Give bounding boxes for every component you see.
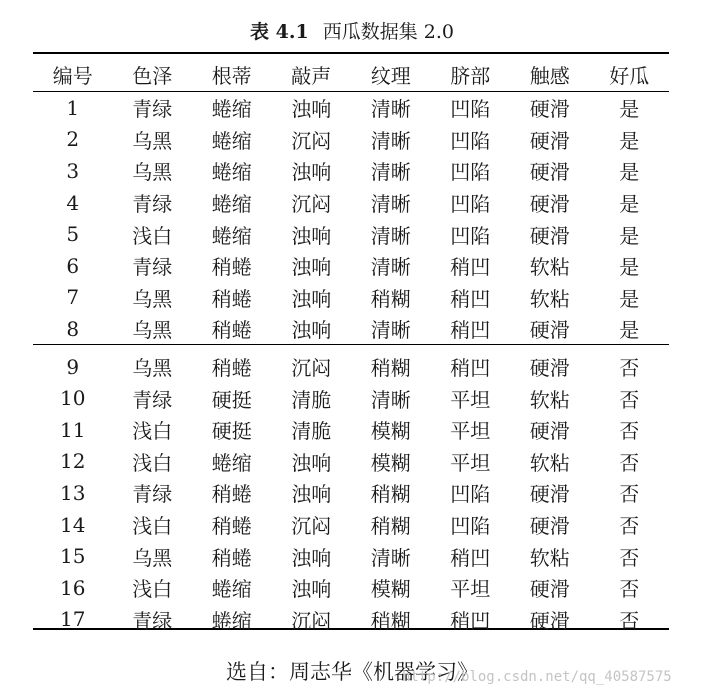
column-header: 纹理 bbox=[370, 64, 411, 88]
table-cell: 稍糊 bbox=[370, 356, 411, 381]
watermelon-dataset-table bbox=[33, 57, 669, 635]
table-cell: 模糊 bbox=[370, 419, 411, 444]
table-cell: 浅白 bbox=[132, 223, 173, 248]
table-row bbox=[33, 540, 669, 572]
table-cell: 14 bbox=[60, 512, 86, 537]
column-header: 脐部 bbox=[450, 64, 491, 88]
table-cell: 沉闷 bbox=[291, 192, 332, 217]
table-cell: 软粘 bbox=[529, 255, 570, 280]
table-cell: 平坦 bbox=[450, 577, 491, 602]
column-header: 色泽 bbox=[132, 64, 173, 88]
table-row bbox=[33, 345, 669, 383]
table-cell: 是 bbox=[619, 192, 640, 217]
column-header: 触感 bbox=[529, 64, 570, 88]
table-cell: 蜷缩 bbox=[211, 128, 252, 153]
table-cell: 稍糊 bbox=[370, 482, 411, 507]
table-row bbox=[33, 92, 669, 124]
table-cell: 蜷缩 bbox=[211, 97, 252, 122]
table-cell: 硬滑 bbox=[529, 318, 570, 343]
table-cell: 浅白 bbox=[132, 577, 173, 602]
table-cell: 蜷缩 bbox=[211, 160, 252, 185]
table-cell: 青绿 bbox=[132, 482, 173, 507]
table-cell: 3 bbox=[66, 158, 80, 183]
table-cell: 沉闷 bbox=[291, 356, 332, 381]
table-cell: 稍凹 bbox=[450, 318, 491, 343]
table-cell: 乌黑 bbox=[132, 286, 173, 311]
table-row bbox=[33, 155, 669, 187]
table-cell: 蜷缩 bbox=[211, 608, 252, 633]
table-cell: 稍糊 bbox=[370, 608, 411, 633]
table-cell: 否 bbox=[619, 450, 640, 475]
table-cell: 否 bbox=[619, 608, 640, 633]
table-cell: 是 bbox=[619, 255, 640, 280]
table-cell: 青绿 bbox=[132, 192, 173, 217]
table-cell: 否 bbox=[619, 482, 640, 507]
table-cell: 乌黑 bbox=[132, 160, 173, 185]
table-cell: 否 bbox=[619, 514, 640, 539]
table-title bbox=[0, 17, 704, 44]
table-row bbox=[33, 604, 669, 636]
table-cell: 清晰 bbox=[370, 97, 411, 122]
table-row bbox=[33, 382, 669, 414]
table-cell: 稍凹 bbox=[450, 608, 491, 633]
table-cell: 硬滑 bbox=[529, 577, 570, 602]
watermark-url: http://blog.csdn.net/qq_40587575 bbox=[402, 669, 672, 685]
table-cell: 浊响 bbox=[291, 450, 332, 475]
table-cell: 清脆 bbox=[291, 419, 332, 444]
table-cell: 8 bbox=[66, 316, 80, 341]
table-cell: 5 bbox=[66, 222, 80, 247]
table-cell: 15 bbox=[60, 544, 86, 569]
table-cell: 凹陷 bbox=[450, 97, 491, 122]
table-cell: 稍蜷 bbox=[211, 255, 252, 280]
table-cell: 浊响 bbox=[291, 482, 332, 507]
table-cell: 2 bbox=[66, 127, 80, 152]
table-cell: 10 bbox=[60, 386, 86, 411]
table-cell: 软粘 bbox=[529, 450, 570, 475]
table-row bbox=[33, 124, 669, 156]
table-row bbox=[33, 509, 669, 541]
table-cell: 青绿 bbox=[132, 97, 173, 122]
table-cell: 凹陷 bbox=[450, 482, 491, 507]
table-cell: 13 bbox=[60, 480, 86, 505]
table-cell: 浅白 bbox=[132, 514, 173, 539]
table-cell: 稍蜷 bbox=[211, 514, 252, 539]
table-cell: 清脆 bbox=[291, 387, 332, 412]
column-header: 敲声 bbox=[291, 64, 332, 88]
column-header: 编号 bbox=[52, 64, 93, 88]
table-cell: 6 bbox=[66, 253, 80, 278]
table-cell: 稍凹 bbox=[450, 545, 491, 570]
table-cell: 清晰 bbox=[370, 128, 411, 153]
table-cell: 浊响 bbox=[291, 160, 332, 185]
table-cell: 平坦 bbox=[450, 419, 491, 444]
table-row bbox=[33, 313, 669, 345]
table-cell: 稍蜷 bbox=[211, 356, 252, 381]
table-cell: 模糊 bbox=[370, 450, 411, 475]
table-cell: 稍蜷 bbox=[211, 482, 252, 507]
table-cell: 乌黑 bbox=[132, 318, 173, 343]
table-cell: 否 bbox=[619, 356, 640, 381]
table-cell: 是 bbox=[619, 223, 640, 248]
table-cell: 11 bbox=[60, 417, 86, 442]
table-cell: 软粘 bbox=[529, 545, 570, 570]
table-cell: 沉闷 bbox=[291, 608, 332, 633]
table-cell: 蜷缩 bbox=[211, 192, 252, 217]
table-row bbox=[33, 187, 669, 219]
table-cell: 模糊 bbox=[370, 577, 411, 602]
table-cell: 稍凹 bbox=[450, 255, 491, 280]
table-cell: 硬滑 bbox=[529, 128, 570, 153]
table-cell: 平坦 bbox=[450, 387, 491, 412]
table-cell: 否 bbox=[619, 545, 640, 570]
table-cell: 乌黑 bbox=[132, 545, 173, 570]
table-cell: 清晰 bbox=[370, 192, 411, 217]
table-cell: 蜷缩 bbox=[211, 450, 252, 475]
source-citation: 选自：周志华《机器学习》 bbox=[226, 660, 478, 684]
table-row bbox=[33, 282, 669, 314]
table-cell: 清晰 bbox=[370, 318, 411, 343]
table-cell: 硬滑 bbox=[529, 482, 570, 507]
table-cell: 硬滑 bbox=[529, 160, 570, 185]
table-cell: 硬滑 bbox=[529, 356, 570, 381]
column-header: 根蒂 bbox=[211, 64, 252, 88]
table-cell: 16 bbox=[60, 575, 86, 600]
table-cell: 清晰 bbox=[370, 223, 411, 248]
table-row bbox=[33, 572, 669, 604]
table-cell: 稍蜷 bbox=[211, 318, 252, 343]
table-cell: 是 bbox=[619, 97, 640, 122]
table-caption: 西瓜数据集 2.0 bbox=[322, 21, 454, 43]
table-cell: 青绿 bbox=[132, 608, 173, 633]
table-cell: 沉闷 bbox=[291, 514, 332, 539]
table-cell: 7 bbox=[66, 285, 80, 310]
table-row bbox=[33, 250, 669, 282]
table-cell: 蜷缩 bbox=[211, 577, 252, 602]
table-cell: 浊响 bbox=[291, 97, 332, 122]
table-cell: 浊响 bbox=[291, 223, 332, 248]
table-cell: 稍糊 bbox=[370, 514, 411, 539]
table-cell: 硬滑 bbox=[529, 223, 570, 248]
table-cell: 清晰 bbox=[370, 387, 411, 412]
table-cell: 稍凹 bbox=[450, 356, 491, 381]
header-row bbox=[33, 57, 669, 92]
table-cell: 是 bbox=[619, 318, 640, 343]
table-cell: 硬滑 bbox=[529, 608, 570, 633]
table-cell: 稍蜷 bbox=[211, 286, 252, 311]
table-cell: 是 bbox=[619, 160, 640, 185]
table-cell: 蜷缩 bbox=[211, 223, 252, 248]
negative-samples-group bbox=[33, 345, 669, 635]
table-cell: 硬挺 bbox=[211, 387, 252, 412]
table-cell: 凹陷 bbox=[450, 514, 491, 539]
table-cell: 软粘 bbox=[529, 286, 570, 311]
table-cell: 硬滑 bbox=[529, 97, 570, 122]
column-header: 好瓜 bbox=[609, 64, 650, 88]
table-cell: 清晰 bbox=[370, 255, 411, 280]
table-cell: 17 bbox=[60, 607, 86, 632]
table-cell: 浊响 bbox=[291, 255, 332, 280]
top-rule bbox=[33, 52, 669, 54]
table-cell: 稍糊 bbox=[370, 286, 411, 311]
table-cell: 硬挺 bbox=[211, 419, 252, 444]
table-cell: 稍凹 bbox=[450, 286, 491, 311]
table-cell: 否 bbox=[619, 419, 640, 444]
table-row bbox=[33, 218, 669, 250]
table-cell: 浊响 bbox=[291, 286, 332, 311]
table-cell: 浅白 bbox=[132, 450, 173, 475]
positive-samples-group bbox=[33, 92, 669, 345]
table-cell: 清晰 bbox=[370, 160, 411, 185]
table-cell: 凹陷 bbox=[450, 192, 491, 217]
table-cell: 是 bbox=[619, 286, 640, 311]
table-number: 表 4.1 bbox=[250, 21, 309, 43]
table-cell: 软粘 bbox=[529, 387, 570, 412]
table-cell: 12 bbox=[60, 449, 86, 474]
table-cell: 平坦 bbox=[450, 450, 491, 475]
table-cell: 青绿 bbox=[132, 387, 173, 412]
table-row bbox=[33, 414, 669, 446]
table-cell: 凹陷 bbox=[450, 160, 491, 185]
table-cell: 1 bbox=[66, 95, 80, 120]
table-cell: 浊响 bbox=[291, 577, 332, 602]
table-cell: 乌黑 bbox=[132, 128, 173, 153]
table-cell: 凹陷 bbox=[450, 128, 491, 153]
table-cell: 硬滑 bbox=[529, 419, 570, 444]
table-cell: 乌黑 bbox=[132, 356, 173, 381]
table-cell: 稍蜷 bbox=[211, 545, 252, 570]
table-cell: 硬滑 bbox=[529, 192, 570, 217]
table-cell: 浊响 bbox=[291, 318, 332, 343]
table-row bbox=[33, 446, 669, 478]
table-cell: 4 bbox=[66, 190, 80, 215]
table-row bbox=[33, 477, 669, 509]
table-cell: 否 bbox=[619, 577, 640, 602]
table-cell: 凹陷 bbox=[450, 223, 491, 248]
table-cell: 沉闷 bbox=[291, 128, 332, 153]
table-cell: 9 bbox=[66, 354, 80, 379]
table-cell: 否 bbox=[619, 387, 640, 412]
table-cell: 浊响 bbox=[291, 545, 332, 570]
table-cell: 硬滑 bbox=[529, 514, 570, 539]
table-cell: 是 bbox=[619, 128, 640, 153]
table-cell: 青绿 bbox=[132, 255, 173, 280]
table-cell: 清晰 bbox=[370, 545, 411, 570]
table-cell: 浅白 bbox=[132, 419, 173, 444]
